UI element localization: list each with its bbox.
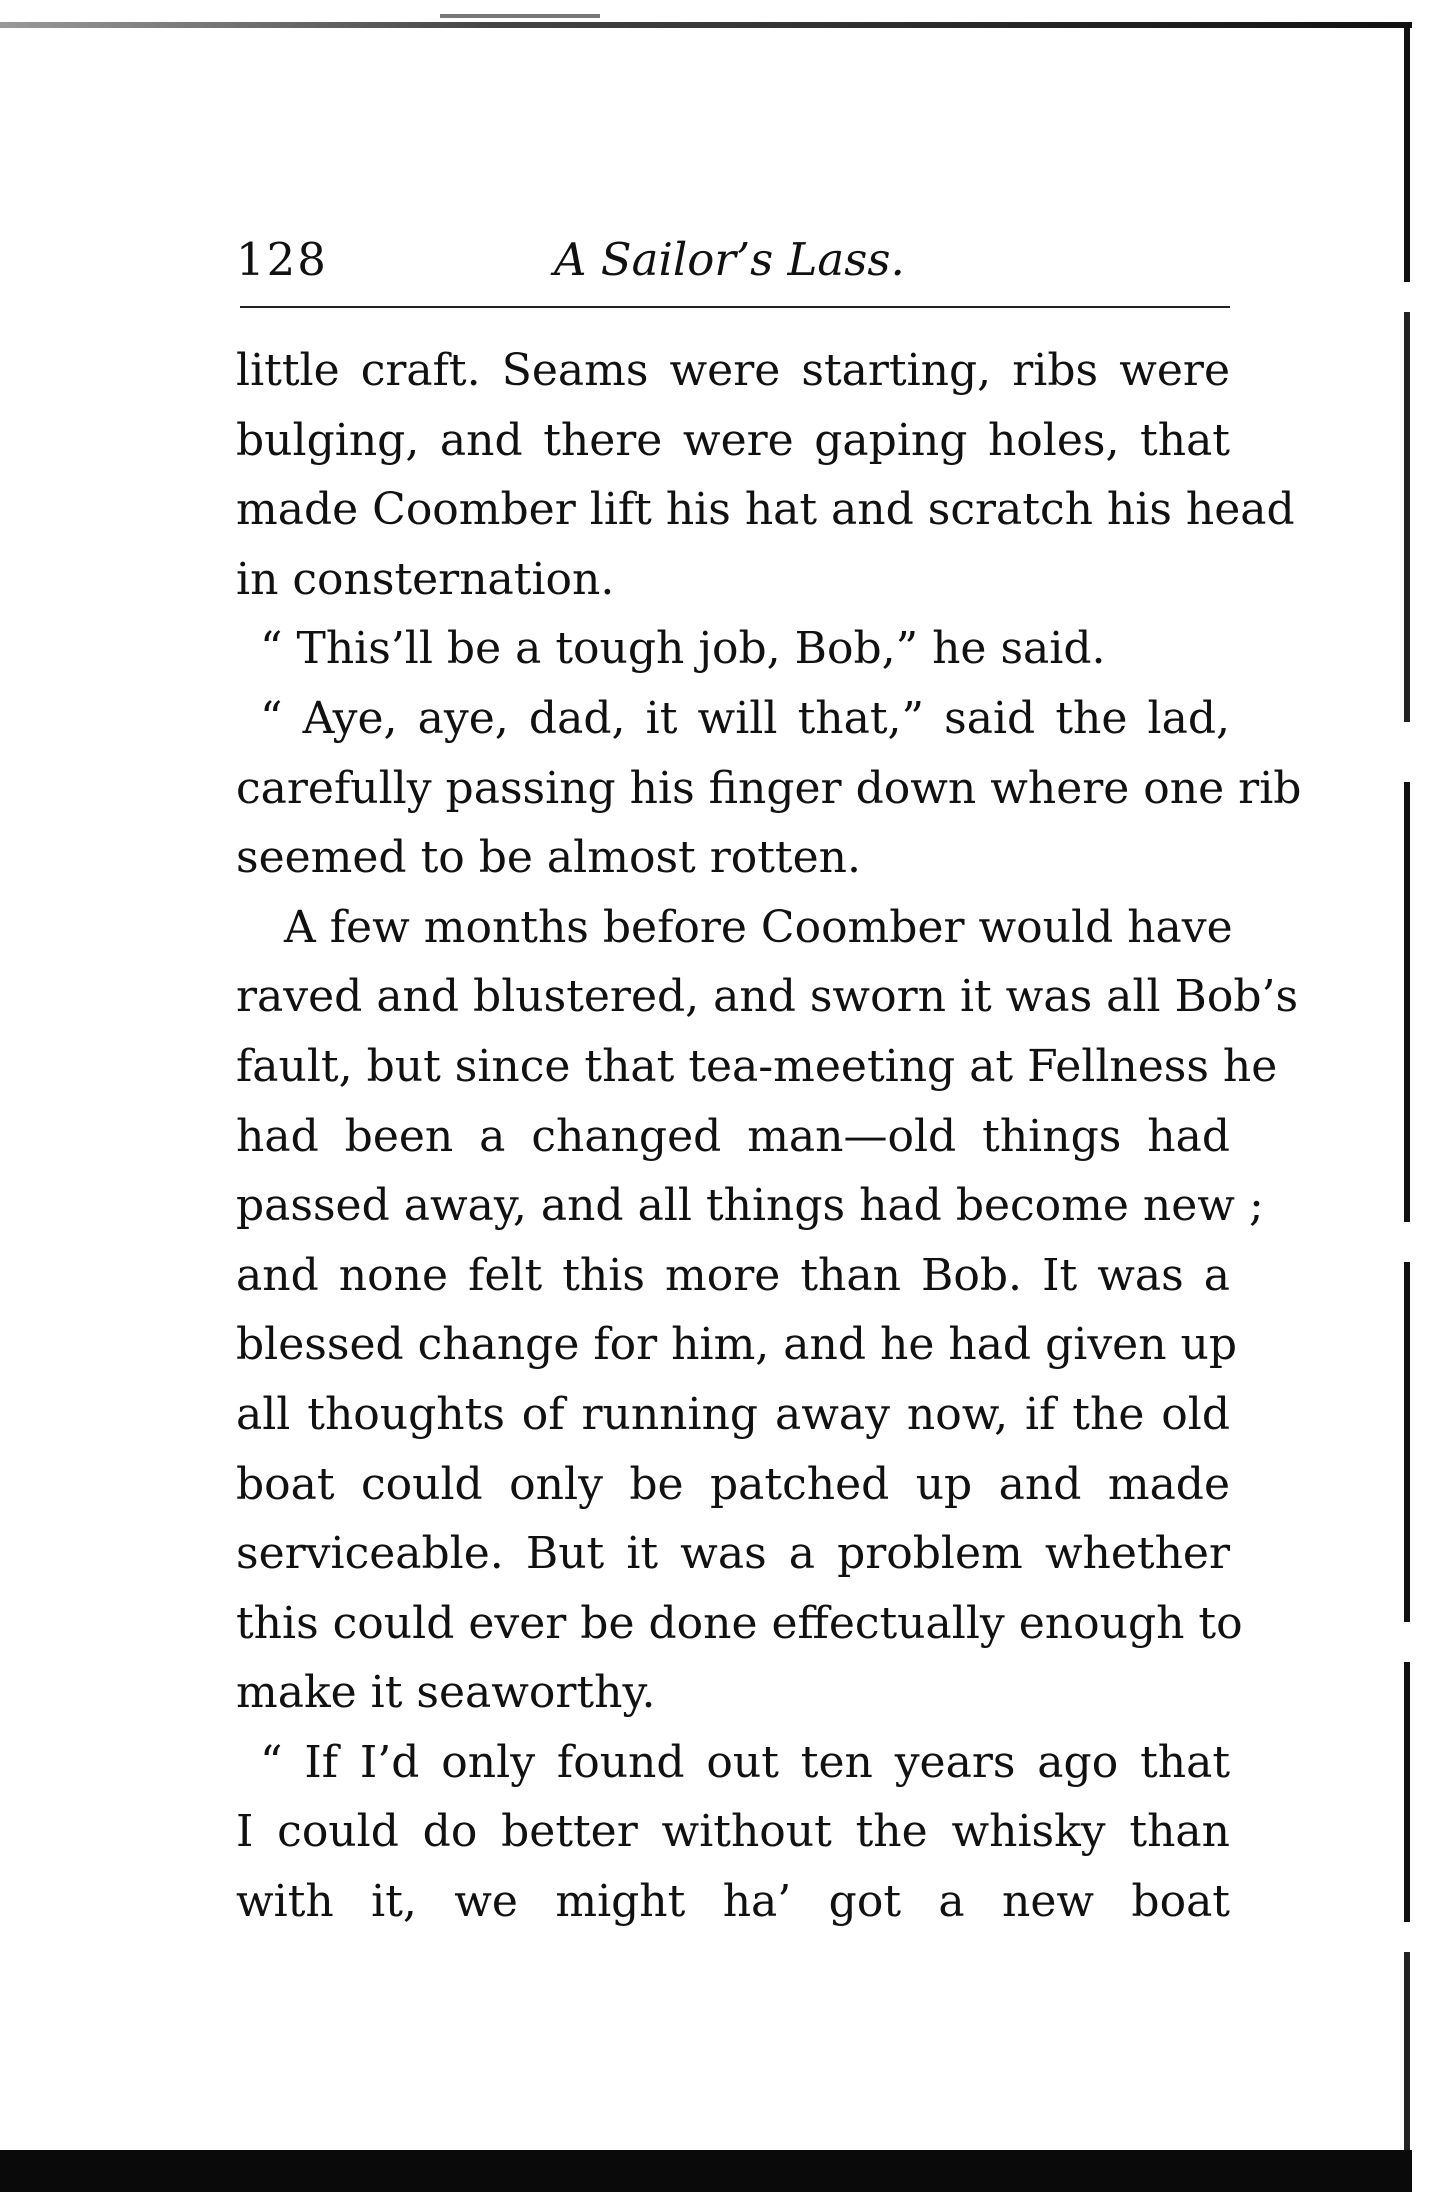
scan-right-edge — [1404, 22, 1410, 2172]
text-line: this could ever be done effectually enough to — [236, 1597, 1243, 1649]
text-line: had been a changed man—old things had — [236, 1110, 1230, 1162]
text-line: raved and blustered, and sworn it was all Bob’s — [236, 971, 1299, 1023]
text-line: passed away, and all things had become new ; — [236, 1180, 1264, 1232]
text-line: carefully passing his finger down where one rib — [236, 762, 1302, 814]
text-line: bulging, and there were gaping holes, that — [236, 414, 1230, 466]
text-line: “ If I’d only found out ten years ago that — [260, 1736, 1230, 1788]
text-line: blessed change for him, and he had given up — [236, 1319, 1238, 1371]
text-line: “ This’ll be a tough job, Bob,” he said. — [260, 623, 1106, 675]
text-line: A few months before Coomber would have — [284, 901, 1233, 953]
running-title: A Sailor’s Lass. — [554, 233, 905, 286]
text-line: seemed to be almost rotten. — [236, 832, 861, 884]
text-line: all thoughts of running away now, if the old — [236, 1388, 1230, 1440]
text-line: little craft. Seams were starting, ribs were — [236, 345, 1230, 396]
text-line: “ Aye, aye, dad, it will that,” said the lad, — [260, 692, 1230, 744]
body-text — [236, 336, 1302, 1937]
scan-top-mark — [440, 14, 600, 18]
scan-bottom-edge — [0, 2150, 1412, 2192]
text-line: I could do better without the whisky than — [236, 1806, 1230, 1858]
text-line: serviceable. But it was a problem whether — [236, 1528, 1230, 1580]
text-line: fault, but since that tea-meeting at Fellness he — [236, 1040, 1278, 1092]
text-line: with it, we might ha’ got a new boat — [236, 1876, 1230, 1928]
text-line: and none felt this more than Bob. It was a — [236, 1249, 1230, 1301]
running-head — [236, 232, 1226, 298]
text-line: made Coomber lift his hat and scratch his head — [236, 484, 1295, 536]
header-rule — [240, 306, 1230, 308]
text-line: in consternation. — [236, 553, 615, 605]
text-line: make it seaworthy. — [236, 1667, 656, 1719]
text-line: boat could only be patched up and made — [236, 1458, 1230, 1510]
scan-top-edge — [0, 22, 1412, 28]
page-number: 128 — [236, 233, 328, 286]
